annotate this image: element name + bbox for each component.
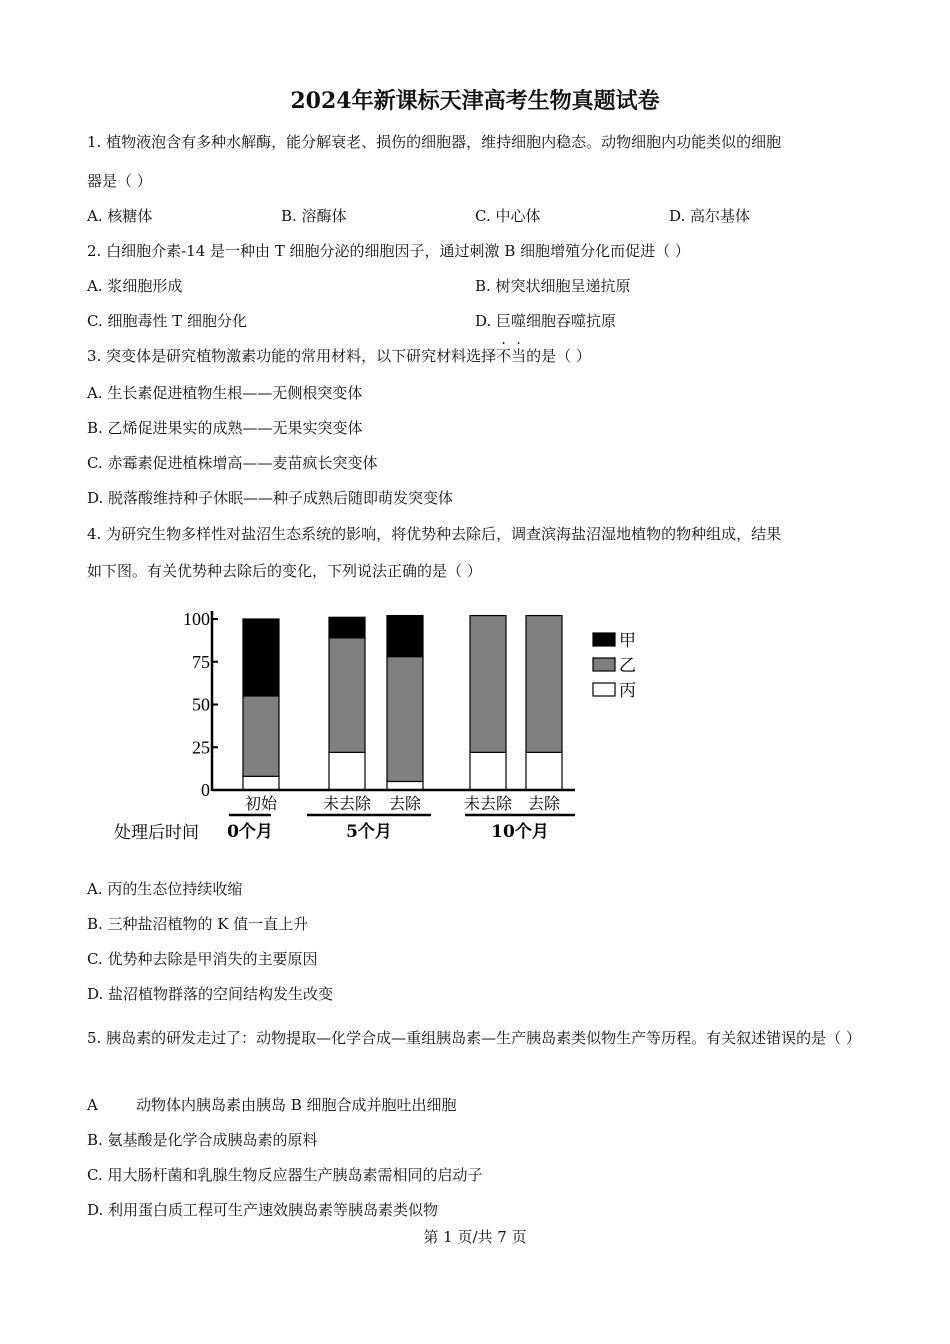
x-category-label: 去除 (388, 794, 422, 813)
q5-option-b: B. 氨基酸是化学合成胰岛素的原料 (87, 1131, 318, 1149)
page-footer: 第 1 页/共 7 页 (423, 1228, 527, 1246)
q5-stem-post: 的是（ ） (796, 1029, 861, 1047)
q2-stem: 2. 白细胞介素-14 是一种由 T 细胞分泌的细胞因子，通过刺激 B 细胞增殖分化而促进（ ） (87, 242, 690, 260)
bar-segment-甲 (329, 617, 365, 638)
chart-legend (593, 631, 636, 701)
stacked-bar-chart (100, 595, 660, 855)
legend-swatch (593, 658, 615, 671)
q1-option-b: B. 溶酶体 (281, 207, 347, 225)
q4-option-d: D. 盐沼植物群落的空间结构发生改变 (87, 985, 334, 1003)
x-group-label: 10个月 (491, 822, 549, 842)
x-category-label: 未去除 (322, 794, 372, 813)
q4-stem-line-1: 4. 为研究生物多样性对盐沼生态系统的影响，将优势种去除后，调查滨海盐沼湿地植物的物种组成，结果 (87, 525, 782, 543)
q5-emphasis-2: · 误 (781, 1029, 796, 1047)
bar-segment-甲 (387, 616, 423, 657)
y-tick-label: 50 (192, 694, 210, 715)
q3-option-b: B. 乙烯促进果实的成熟——无果实突变体 (87, 419, 363, 437)
q5-stem-pre: 5. 胰岛素的研发走过了：动物提取—化学合成—重组胰岛素—生产胰岛素类似物生产等历程。有关叙述 (87, 1029, 767, 1047)
q3-emphasis-1: 不 (496, 347, 512, 365)
bar-segment-甲 (243, 619, 279, 696)
y-tick-label: 0 (201, 780, 210, 800)
q3-option-c: C. 赤霉素促进植株增高——麦苗疯长突变体 (87, 454, 378, 472)
bar-segment-丙 (470, 752, 506, 790)
q3-option-d: D. 脱落酸维持种子休眠——种子成熟后随即萌发突变体 (87, 489, 454, 507)
q3-stem-post: 的是（ ） (526, 347, 591, 365)
q4-option-b: B. 三种盐沼植物的 K 值一直上升 (87, 915, 309, 933)
x-axis-title: 处理后时间 (114, 823, 199, 843)
bar-segment-乙 (526, 616, 562, 753)
q3-stem-pre: 3. 突变体是研究植物激素功能的常用材料，以下研究材料选择 (87, 347, 497, 365)
legend-label: 乙 (619, 656, 636, 676)
x-group-label: 5个月 (346, 822, 392, 842)
q5-emphasis-1: · 错 (766, 1029, 781, 1047)
legend-swatch (593, 633, 615, 646)
bar-segment-乙 (387, 657, 423, 782)
q3-stem (87, 345, 591, 366)
y-tick-label: 75 (192, 651, 210, 672)
bar-segment-丙 (526, 752, 562, 790)
chart-bars (243, 616, 562, 790)
x-category-label: 初始 (244, 794, 278, 813)
x-group-labels (227, 815, 575, 842)
q1-stem-line-2: 器是（ ） (87, 172, 152, 190)
q3-emphasis-2: 当 (511, 347, 527, 365)
q5-option-c: C. 用大肠杆菌和乳腺生物反应器生产胰岛素需相同的启动子 (87, 1166, 483, 1184)
x-category-label: 未去除 (463, 794, 513, 813)
q2-option-d: D. 巨噬细胞吞噬抗原 (475, 312, 617, 330)
bar-segment-乙 (470, 616, 506, 753)
legend-swatch (593, 683, 615, 696)
x-category-labels (245, 794, 561, 813)
q1-option-d: D. 高尔基体 (669, 207, 751, 225)
y-tick-label: 100 (183, 609, 210, 629)
legend-label: 甲 (619, 631, 636, 651)
x-group-label: 0个月 (227, 822, 273, 842)
q5-option-a: A 动物体内胰岛素由胰岛 B 细胞合成并胞吐出细胞 (87, 1096, 457, 1114)
x-category-label: 去除 (527, 794, 561, 813)
page-title: 2024年新课标天津高考生物真题试卷 (290, 88, 660, 114)
q2-option-c: C. 细胞毒性 T 细胞分化 (87, 312, 248, 330)
q4-option-c: C. 优势种去除是甲消失的主要原因 (87, 950, 318, 968)
legend-label: 丙 (619, 681, 636, 701)
q4-option-a: A. 丙的生态位持续收缩 (87, 880, 243, 898)
q5-option-d: D. 利用蛋白质工程可生产速效胰岛素等胰岛素类似物 (87, 1201, 439, 1219)
q2-option-a: A. 浆细胞形成 (87, 277, 183, 295)
q1-stem-line-1: 1. 植物液泡含有多种水解酶，能分解衰老、损伤的细胞器，维持细胞内稳态。动物细胞内功能类似的细胞 (87, 133, 782, 151)
bar-segment-乙 (329, 638, 365, 753)
bar-segment-乙 (243, 696, 279, 776)
q4-stem-line-2: 如下图。有关优势种去除后的变化，下列说法正确的是（ ） (87, 562, 482, 580)
y-tick-label: 25 (192, 737, 210, 758)
bar-segment-丙 (329, 752, 365, 790)
q1-option-a: A. 核糖体 (87, 207, 153, 225)
bar-segment-丙 (243, 776, 279, 790)
bar-segment-丙 (387, 781, 423, 790)
q1-option-c: C. 中心体 (475, 207, 541, 225)
q3-option-a: A. 生长素促进植物生根——无侧根突变体 (87, 384, 363, 402)
q5-stem (87, 1019, 872, 1057)
q2-option-b: B. 树突状细胞呈递抗原 (475, 277, 631, 295)
